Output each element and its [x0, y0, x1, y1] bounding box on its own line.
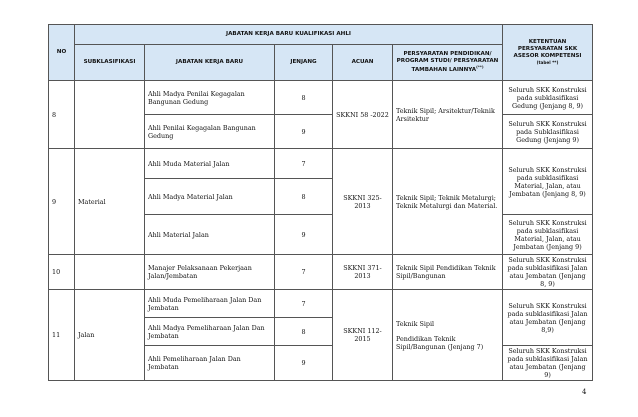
header-acuan: ACUAN [333, 45, 393, 81]
row-subklasifikasi [75, 81, 145, 149]
row-jenjang: 8 [275, 81, 333, 115]
row-persyaratan-b: Pendidikan Teknik Sipil/Bangunan (Jenjang 7) [396, 334, 484, 351]
header-persyaratan-text: PERSYARATAN PENDIDIKAN/ PROGRAM STUDI/ PERSYARATAN TAMBAHAN LAINNYA [396, 51, 499, 73]
row-jenjang: 9 [275, 215, 333, 255]
header-jabatan: JABATAN KERJA BARU [145, 45, 275, 81]
row-ketentuan: Seluruh SKK Konstruksi pada subklasifikasi Material, Jalan, atau Jembatan (Jenjang 9) [503, 215, 593, 255]
row-no: 8 [49, 81, 75, 149]
table-row [49, 255, 593, 290]
header-group: JABATAN KERJA BARU KUALIFIKASI AHLI [75, 25, 503, 45]
row-persyaratan [393, 290, 503, 381]
row-jenjang: 8 [275, 179, 333, 215]
row-persyaratan: Teknik Sipil; Teknik Metalurgi; Teknik Metalurgi dan Material. [393, 149, 503, 255]
row-jabatan: Ahli Pemeliharaan Jalan Dan Jembatan [145, 346, 275, 381]
row-jenjang: 9 [275, 115, 333, 149]
row-jenjang: 7 [275, 149, 333, 179]
row-subklasifikasi: Material [75, 149, 145, 255]
row-acuan: SKKNI 371-2013 [333, 255, 393, 290]
table-row [49, 149, 593, 179]
row-subklasifikasi: Jalan [75, 290, 145, 381]
row-jenjang: 9 [275, 346, 333, 381]
row-jabatan: Ahli Muda Material Jalan [145, 149, 275, 179]
row-jenjang: 7 [275, 255, 333, 290]
row-jenjang: 7 [275, 290, 333, 318]
row-ketentuan: Seluruh SKK Konstruksi pada subklasifikasi Gedung (Jenjang 8, 9) [503, 81, 593, 115]
row-acuan: SKKNI 112-2015 [333, 290, 393, 381]
header-persyaratan [393, 45, 503, 81]
row-persyaratan: Teknik Sipil Pendidikan Teknik Sipil/Bangunan [393, 255, 503, 290]
header-jenjang: JENJANG [275, 45, 333, 81]
row-no: 11 [49, 290, 75, 381]
row-jabatan: Ahli Muda Pemeliharaan Jalan Dan Jembatan [145, 290, 275, 318]
row-ketentuan: Seluruh SKK Konstruksi pada subklasifikasi Jalan atau Jembatan (Jenjang 9) [503, 346, 593, 381]
header-subklasifikasi: SUBKLASIFIKASI [75, 45, 145, 81]
header-ketentuan-note: (tabel **) [536, 60, 559, 66]
row-jabatan: Ahli Madya Penilai Kegagalan Bangunan Gedung [145, 81, 275, 115]
row-jabatan: Manajer Pelaksanaan Pekerjaan Jalan/Jembatan [145, 255, 275, 290]
jabatan-table [48, 24, 593, 381]
row-persyaratan: Teknik Sipil; Arsitektur/Teknik Arsitektur [393, 81, 503, 149]
header-persyaratan-mark: (**) [476, 64, 484, 70]
row-ketentuan: Seluruh SKK Konstruksi pada Subklasifikasi Gedung (Jenjang 9) [503, 115, 593, 149]
row-subklasifikasi [75, 255, 145, 290]
header-no: NO [49, 25, 75, 81]
row-acuan: SKKNI 325-2013 [333, 149, 393, 255]
table-row [49, 81, 593, 115]
header-ketentuan-text: KETENTUAN PERSYARATAN SKK ASESOR KOMPETENSI [513, 39, 582, 60]
row-ketentuan: Seluruh SKK Konstruksi pada subklasifikasi Material, Jalan, atau Jembatan (Jenjang 8, 9) [503, 149, 593, 215]
row-jabatan: Ahli Material Jalan [145, 215, 275, 255]
row-jenjang: 8 [275, 318, 333, 346]
table-row [49, 290, 593, 318]
page-number: 4 [582, 388, 587, 396]
row-jabatan: Ahli Madya Material Jalan [145, 179, 275, 215]
row-no: 10 [49, 255, 75, 290]
header-ketentuan [503, 25, 593, 81]
row-ketentuan: Seluruh SKK Konstruksi pada subklasifikasi Jalan atau Jembatan (Jenjang 8,9) [503, 290, 593, 346]
row-persyaratan-a: Teknik Sipil [396, 319, 435, 328]
row-ketentuan: Seluruh SKK Konstruksi pada subklasifikasi Jalan atau Jembatan (Jenjang 8, 9) [503, 255, 593, 290]
row-acuan: SKKNI 58 -2022 [333, 81, 393, 149]
row-jabatan: Ahli Madya Pemeliharaan Jalan Dan Jembatan [145, 318, 275, 346]
row-jabatan: Ahli Penilai Kegagalan Bangunan Gedung [145, 115, 275, 149]
row-no: 9 [49, 149, 75, 255]
